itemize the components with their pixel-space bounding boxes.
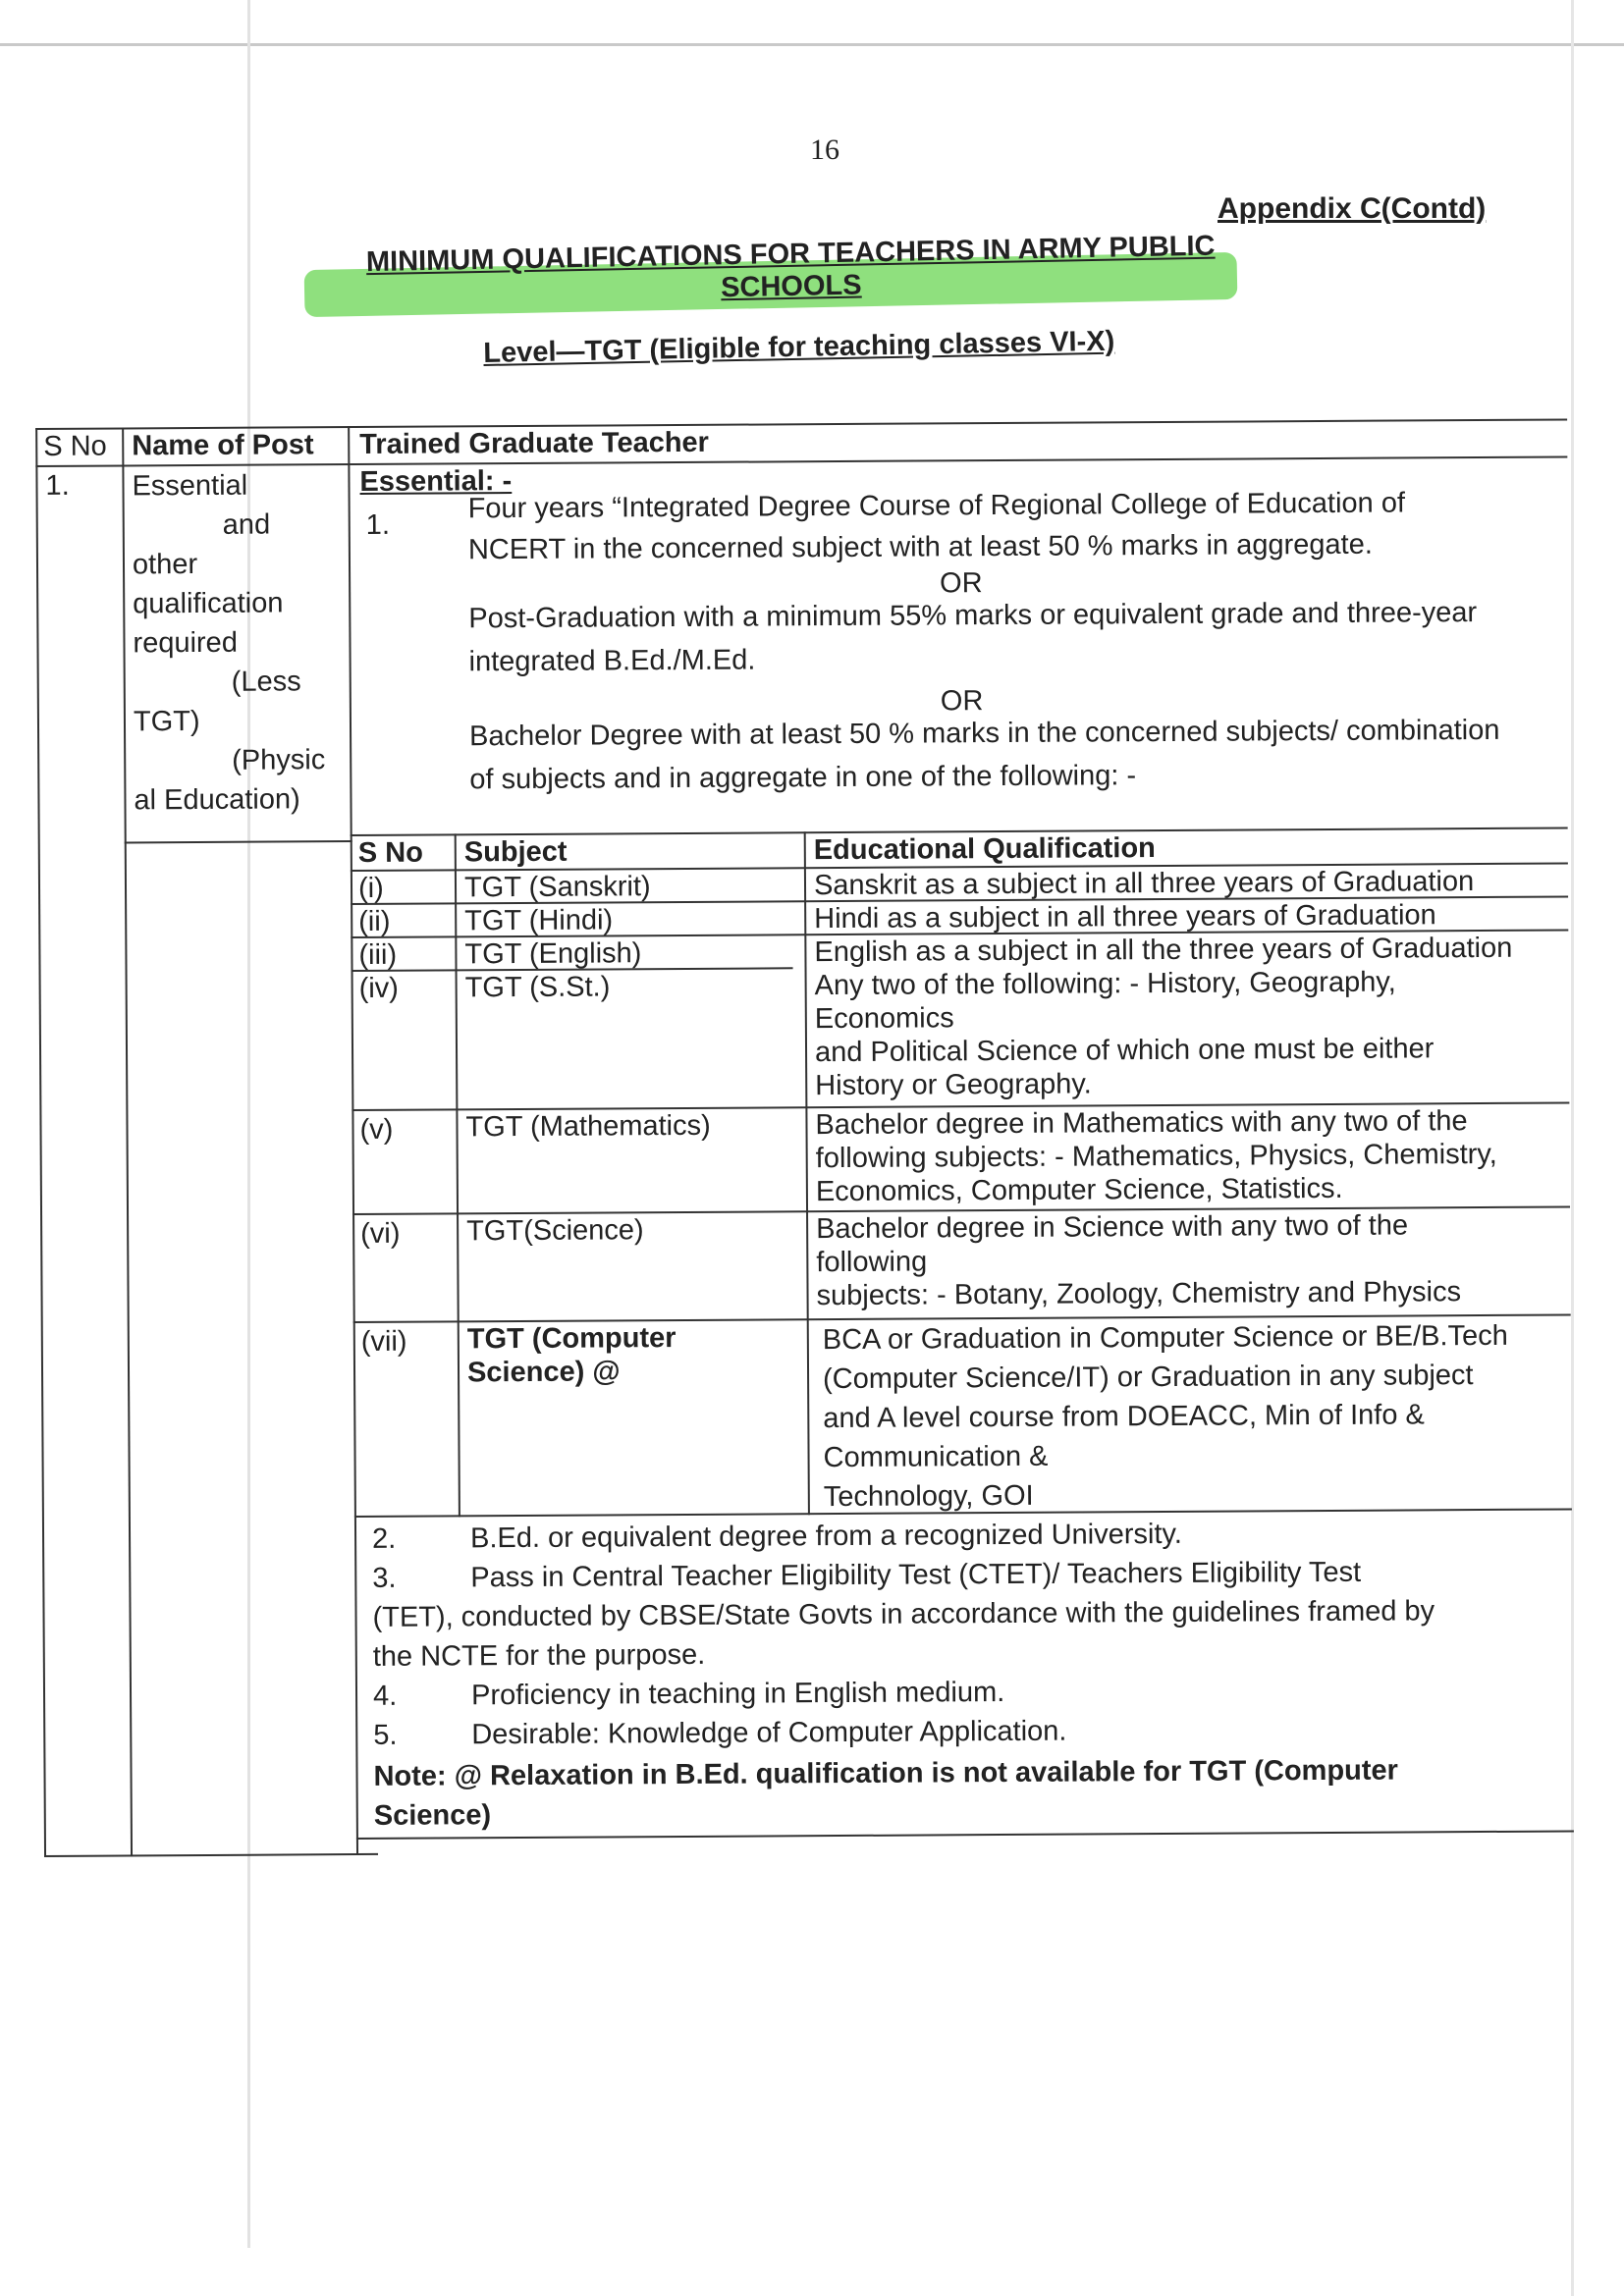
note-line-1: Note: @ Relaxation in B.Ed. qualification is not available for TGT (Computer <box>373 1754 1399 1792</box>
sub-row-qualification <box>816 1208 1461 1312</box>
sub-row-sno: (iii) <box>358 938 398 971</box>
bottom-item <box>372 1515 1182 1559</box>
name-post-line: required <box>133 626 238 660</box>
sub-row-sno: (vi) <box>360 1217 401 1250</box>
note-line-2: Science) <box>373 1799 492 1832</box>
bottom-item <box>373 1673 1004 1716</box>
sno-col-border <box>122 427 133 1856</box>
qualification-line: History or Geography. <box>815 1068 1092 1102</box>
sub-row-subject <box>467 1321 677 1389</box>
item-number: 5. <box>373 1719 398 1751</box>
qualification-line: Economics, Computer Science, Statistics. <box>815 1172 1343 1208</box>
heading-line-1: MINIMUM QUALIFICATIONS FOR TEACHERS IN ARMY PUBLIC <box>365 230 1216 279</box>
item1-text-b: NCERT in the concerned subject with at least 50 % marks in aggregate. <box>467 528 1373 566</box>
qualification-line: BCA or Graduation in Computer Science or BE/B.Tech <box>822 1319 1508 1357</box>
qualification-table <box>35 395 1576 1857</box>
qualification-line: Bachelor degree in Science with any two of the <box>816 1209 1409 1246</box>
qualification-line: and A level course from DOEACC, Min of Info & <box>823 1399 1425 1435</box>
sub-row-qualification <box>815 965 1435 1102</box>
subject-line: TGT (Computer <box>466 1322 677 1356</box>
appendix-label: Appendix C(Contd) <box>1218 192 1487 225</box>
name-post-line: (Less <box>231 666 301 698</box>
qualification-line: Any two of the following: - History, Geography, <box>814 966 1396 1002</box>
sub-row-sno: (vii) <box>360 1325 407 1358</box>
bottom-item <box>372 1591 1435 1637</box>
sub-row-subject: TGT (S.St.) <box>464 971 611 1004</box>
sub-row-qualification <box>823 1316 1509 1517</box>
item1-alt2-a: Bachelor Degree with at least 50 % marks in the concerned subjects/ combination <box>468 714 1500 753</box>
name-post-line: (Physic <box>232 744 326 776</box>
sub-row-subject: TGT (Hindi) <box>464 904 614 937</box>
qualification-line: subjects: - Botany, Zoology, Chemistry and Physics <box>816 1276 1462 1312</box>
sub-row-subject: TGT (Mathematics) <box>465 1109 711 1144</box>
essential-label: Essential: - <box>359 465 513 498</box>
qualification-line: and Political Science of which one must be either <box>814 1033 1435 1069</box>
item1-alt2-b: of subjects and in aggregate in one of the following: - <box>469 760 1137 796</box>
item-text: B.Ed. or equivalent degree from a recognized University. <box>469 1518 1182 1555</box>
name-post-bottom-border <box>125 840 352 843</box>
name-post-line: other <box>132 548 198 581</box>
qualification-line: Bachelor degree in Mathematics with any two of the <box>815 1105 1468 1142</box>
sub-row-subject: TGT (Sanskrit) <box>463 871 651 904</box>
sub-row-qualification: Hindi as a subject in all three years of Graduation <box>814 899 1436 935</box>
or-separator-2: OR <box>940 685 984 718</box>
item-number: 4. <box>372 1680 398 1712</box>
name-post-line: TGT) <box>133 705 200 738</box>
item-text: the NCTE for the purpose. <box>372 1638 706 1673</box>
item1-alt1-b: integrated B.Ed./M.Ed. <box>468 644 756 678</box>
subject-line: Science) @ <box>466 1356 621 1389</box>
col-sno: S No <box>43 430 107 462</box>
item1-text-a: Four years “Integrated Degree Course of Regional College of Education of <box>467 487 1406 525</box>
qualification-line: Economics <box>814 1002 954 1036</box>
name-of-post-cell <box>132 465 359 820</box>
sub-row-sno: (ii) <box>358 905 391 937</box>
heading-line-1b: SCHOOLS <box>720 269 862 304</box>
item1-number: 1. <box>365 508 391 541</box>
item-text: Proficiency in teaching in English medium. <box>470 1676 1005 1712</box>
sub-row-qualification <box>815 1104 1497 1208</box>
item-text: Pass in Central Teacher Eligibility Test (CTET)/ Teachers Eligibility Test <box>470 1556 1362 1594</box>
bottom-block-border <box>356 1830 1574 1840</box>
col-post-title: Trained Graduate Teacher <box>359 426 710 460</box>
name-post-line: Essential <box>132 469 248 503</box>
row-sno: 1. <box>45 469 70 502</box>
table-bottom-border <box>44 1853 378 1857</box>
qualification-line: (Computer Science/IT) or Graduation in any subject <box>822 1360 1474 1396</box>
qualification-line: Technology, GOI <box>823 1479 1034 1514</box>
qualification-line: Communication & <box>823 1440 1049 1474</box>
bottom-item <box>372 1553 1361 1598</box>
qualification-line: following subjects: - Mathematics, Physics, Chemistry, <box>815 1138 1497 1175</box>
sub-row-sno: (i) <box>357 872 384 904</box>
sub-header-subject: Subject <box>463 835 568 869</box>
bottom-item <box>373 1635 706 1677</box>
sub-header-sno: S No <box>357 836 423 869</box>
item-number: 2. <box>371 1522 397 1555</box>
item1-alt1-a: Post-Graduation with a minimum 55% marks or equivalent grade and three-year <box>468 597 1478 635</box>
sub-row-sno: (iv) <box>358 972 400 1004</box>
name-post-line: and <box>222 508 271 541</box>
sub-row-subject: TGT (English) <box>464 937 642 971</box>
qualification-line: following <box>816 1246 928 1279</box>
item-number: 3. <box>372 1562 397 1594</box>
sub-row-subject: TGT(Science) <box>466 1214 644 1248</box>
sub-header-qualification: Educational Qualification <box>813 832 1156 867</box>
sub-row-qualification: English as a subject in all the three years of Graduation <box>814 932 1513 969</box>
name-post-line: qualification <box>133 587 284 620</box>
item-text: Desirable: Knowledge of Computer Application. <box>471 1715 1067 1751</box>
sub-row-qualification: Sanskrit as a subject in all three years of Graduation <box>813 866 1475 902</box>
level-heading: Level—TGT (Eligible for teaching classes VI-X) <box>483 325 1115 369</box>
or-separator-1: OR <box>940 567 983 600</box>
name-post-line: al Education) <box>134 783 300 817</box>
page-number: 16 <box>810 133 839 166</box>
bottom-item <box>373 1712 1066 1755</box>
scan-edge-line <box>0 43 1624 46</box>
table-left-border <box>35 428 46 1857</box>
col-name-of-post: Name of Post <box>132 429 314 462</box>
sub-row-sno: (v) <box>359 1113 394 1146</box>
item-text: (TET), conducted by CBSE/State Govts in accordance with the guidelines framed by <box>372 1595 1435 1633</box>
